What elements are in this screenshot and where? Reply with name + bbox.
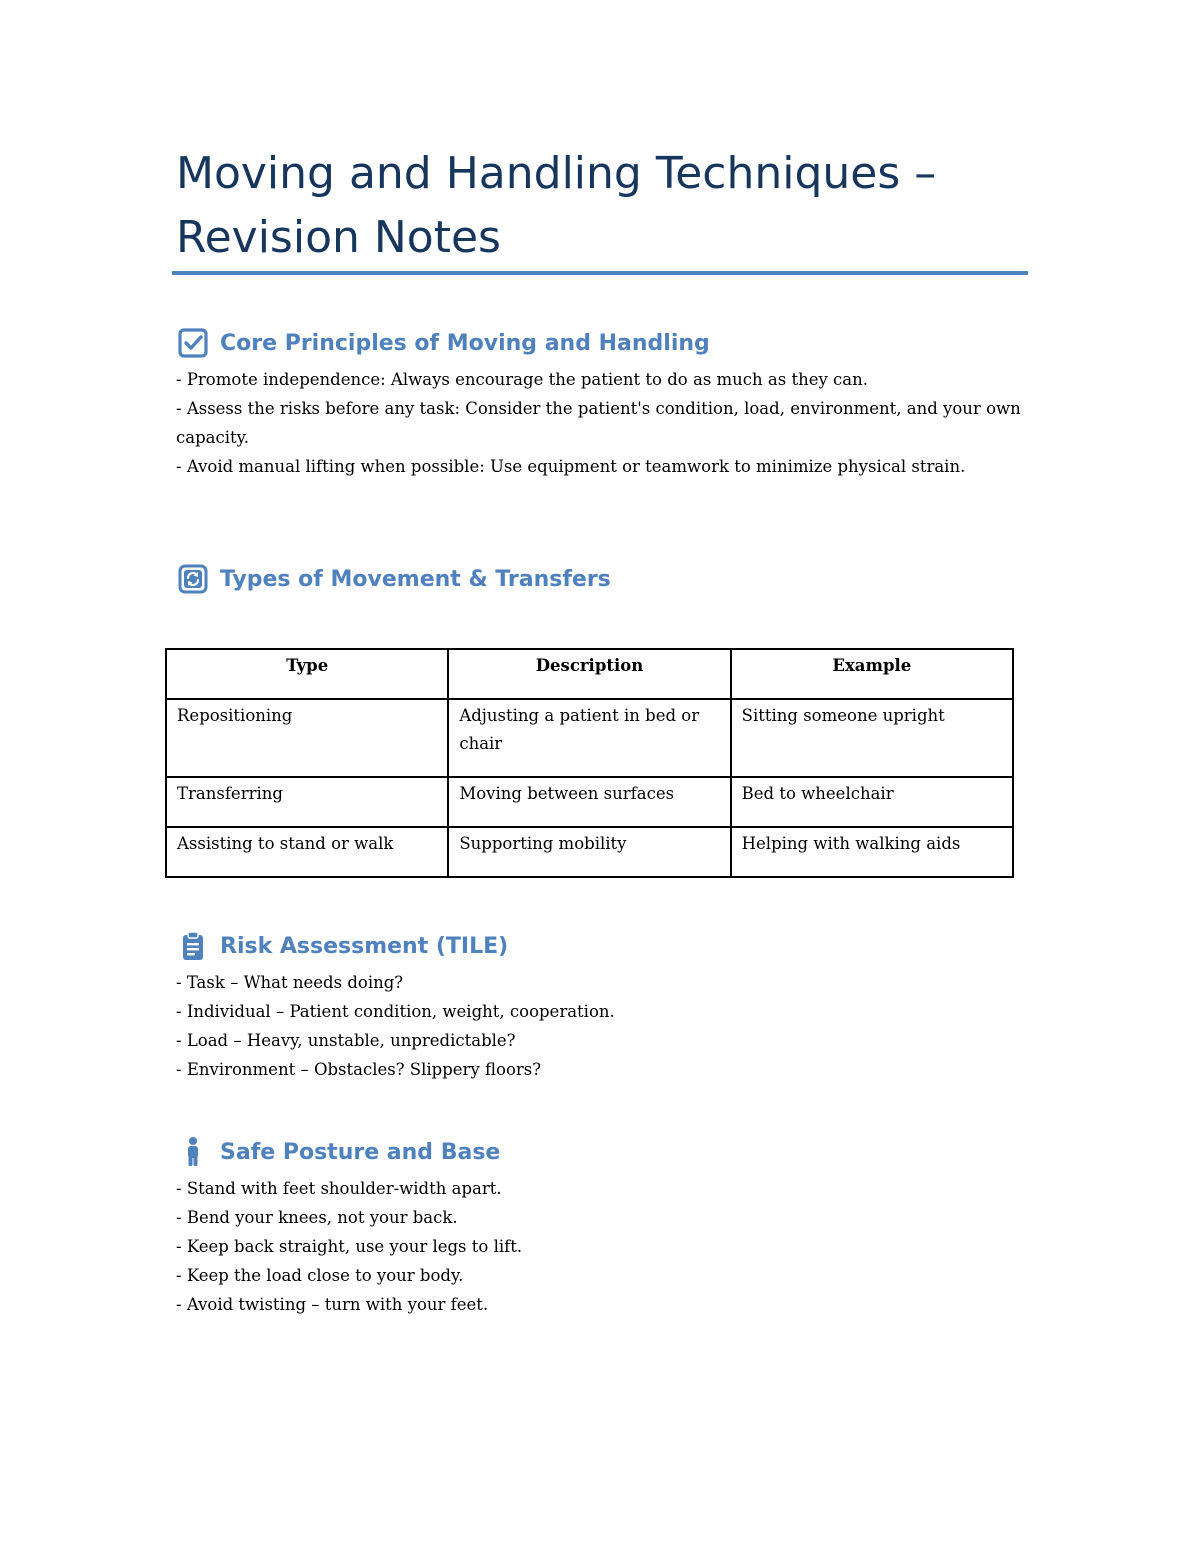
table-cell: Helping with walking aids <box>731 827 1013 877</box>
table-cell: Sitting someone upright <box>731 699 1013 777</box>
list-item: - Keep back straight, use your legs to lift. <box>176 1237 523 1256</box>
table-cell: Adjusting a patient in bed or chair <box>448 699 730 777</box>
list-item: - Promote independence: Always encourage the patient to do as much as they can. <box>176 370 869 389</box>
types-of-movement-section <box>176 561 1036 597</box>
core-principles-heading <box>176 325 1036 361</box>
types-of-movement-heading-text: Types of Movement & Transfers <box>220 566 611 592</box>
page-title: Moving and Handling Techniques – Revision Notes <box>176 148 937 263</box>
core-principles-section <box>176 325 1036 481</box>
types-of-movement-heading <box>176 561 1036 597</box>
transfers-table <box>165 648 1014 878</box>
column-header-example: Example <box>731 649 1013 699</box>
risk-assessment-list <box>176 968 1036 1084</box>
check-box-icon <box>176 326 210 360</box>
safe-posture-section <box>176 1134 1036 1319</box>
list-item: - Task – What needs doing? <box>176 973 404 992</box>
list-item: - Keep the load close to your body. <box>176 1266 464 1285</box>
list-item: - Bend your knees, not your back. <box>176 1208 458 1227</box>
list-item: - Load – Heavy, unstable, unpredictable? <box>176 1031 516 1050</box>
table-cell: Bed to wheelchair <box>731 777 1013 827</box>
standing-person-icon <box>176 1135 210 1169</box>
list-item: - Assess the risks before any task: Consider the patient's condition, load, environment, and your own capacity. <box>176 399 1021 447</box>
table-header-row <box>166 649 1013 699</box>
risk-assessment-heading-text: Risk Assessment (TILE) <box>220 933 509 959</box>
table-cell: Transferring <box>166 777 448 827</box>
list-item: - Individual – Patient condition, weight, cooperation. <box>176 1002 615 1021</box>
table-cell: Assisting to stand or walk <box>166 827 448 877</box>
column-header-description: Description <box>448 649 730 699</box>
table-cell: Moving between surfaces <box>448 777 730 827</box>
title-underline <box>172 271 1028 275</box>
table-row <box>166 827 1013 877</box>
core-principles-list <box>176 365 1036 481</box>
core-principles-heading-text: Core Principles of Moving and Handling <box>220 330 710 356</box>
risk-assessment-heading <box>176 928 1036 964</box>
clipboard-icon <box>176 929 210 963</box>
safe-posture-heading-text: Safe Posture and Base <box>220 1139 501 1165</box>
column-header-type: Type <box>166 649 448 699</box>
table-row <box>166 699 1013 777</box>
list-item: - Environment – Obstacles? Slippery floors? <box>176 1060 542 1079</box>
table-cell: Repositioning <box>166 699 448 777</box>
table-row <box>166 777 1013 827</box>
list-item: - Stand with feet shoulder-width apart. <box>176 1179 502 1198</box>
list-item: - Avoid manual lifting when possible: Use equipment or teamwork to minimize physical strain. <box>176 457 966 476</box>
list-item: - Avoid twisting – turn with your feet. <box>176 1295 489 1314</box>
arrows-box-icon <box>176 562 210 596</box>
safe-posture-heading <box>176 1134 1036 1170</box>
risk-assessment-section <box>176 928 1036 1084</box>
safe-posture-list <box>176 1174 1036 1319</box>
table-cell: Supporting mobility <box>448 827 730 877</box>
